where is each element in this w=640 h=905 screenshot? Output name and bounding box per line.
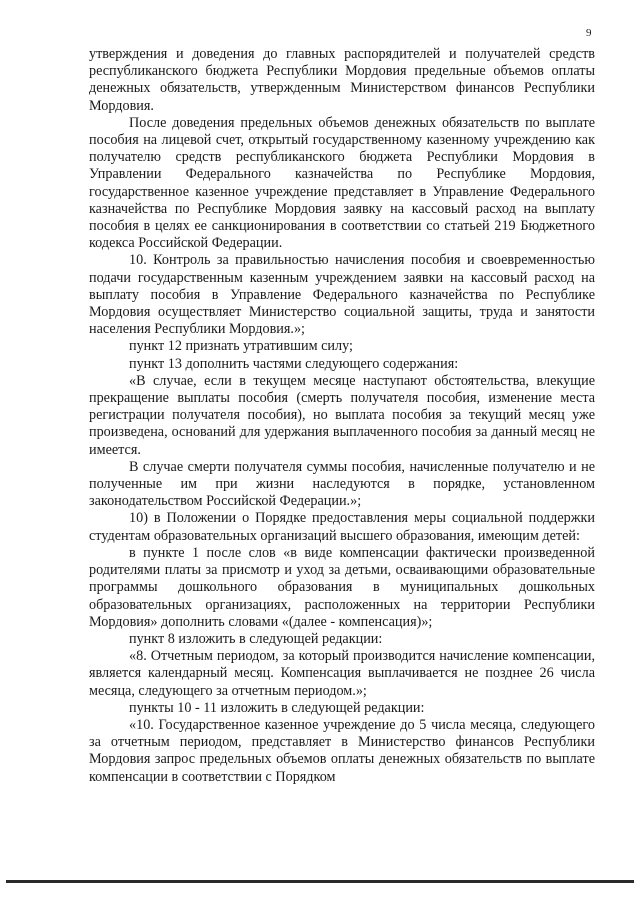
paragraph-item-13-supplement: пункт 13 дополнить частями следующего содержания:: [129, 355, 459, 372]
paragraph-continuation: утверждения и доведения до главных распорядителей и получателей средств республиканского бюджета Республики Мордовия предельные объемов оплаты денежных обязательств, утвержденным Министерством финансов Республики Мордовия.: [89, 46, 595, 114]
paragraph-item-1-amendment: в пункте 1 после слов «в виде компенсации фактически произведенной родителями платы за присмотр и уход за детьми, осваивающими образовательные программы дошкольного образования в муниципальных дошкольных образовательных организациях, расположенных на территории Республики Мордовия» дополнить словами «(далее - компенсация)»;: [89, 544, 595, 630]
paragraph-item-10-control: 10. Контроль за правильностью начисления пособия и своевременностью подачи государственным казенным учреждением заявки на кассовый расход на выплату пособия в Управление Федерального казначейства по Республике Мордовия осуществляет Министерство социальной защиты, труда и занятости населения Республики Мордовия.»;: [89, 252, 595, 338]
paragraph-death-case: В случае смерти получателя суммы пособия, начисленные получателю и не полученные им при жизни наследуются в порядке, установленном законодательством Российской Федерации.»;: [89, 458, 595, 510]
paragraph-items-10-11-heading: пункты 10 - 11 изложить в следующей редакции:: [129, 699, 425, 716]
page-number: 9: [586, 27, 592, 39]
paragraph-item-10-text: «10. Государственное казенное учреждение до 5 числа месяца, следующего за отчетным периодом, представляет в Министерство финансов Республики Мордовия запрос предельных объемов оплаты денежных обязательств по выплате компенсации в соответствии с Порядком: [89, 716, 595, 785]
paragraph-item-8-heading: пункт 8 изложить в следующей редакции:: [129, 630, 383, 647]
bottom-rule: [6, 880, 634, 883]
paragraph-item-12-void: пункт 12 признать утратившим силу;: [129, 338, 353, 355]
document-body: [89, 46, 595, 786]
paragraph-section-10-students: 10) в Положении о Порядке предоставления меры социальной поддержки студентам образовательных организаций высшего образования, имеющим детей:: [89, 510, 595, 544]
paragraph-termination-case: «В случае, если в текущем месяце наступают обстоятельства, влекущие прекращение выплаты пособия (смерть получателя пособия, изменение места регистрации получателя пособия), но выплата пособия за текущий месяц уже произведена, оснований для удержания выплаченного пособия за данный месяц не имеется.: [89, 372, 595, 458]
paragraph-item-8-text: «8. Отчетным периодом, за который производится начисление компенсации, является календарный месяц. Компенсация выплачивается не позднее 26 числа месяца, следующего за отчетным периодом.»;: [89, 648, 595, 699]
paragraph-limits-transfer: После доведения предельных объемов денежных обязательств по выплате пособия на лицевой счет, открытый государственному казенному учреждению как получателю средств республиканского бюджета Республики Мордовия в Управлении Федерального казначейства по Республике Мордовия, государственное казенное учреждение представляет в Управление Федерального казначейства по Республике Мордовия заявку на кассовый расход на выплату пособия в целях ее санкционирования в соответствии со статьей 219 Бюджетного кодекса Российской Федерации.: [89, 114, 595, 252]
